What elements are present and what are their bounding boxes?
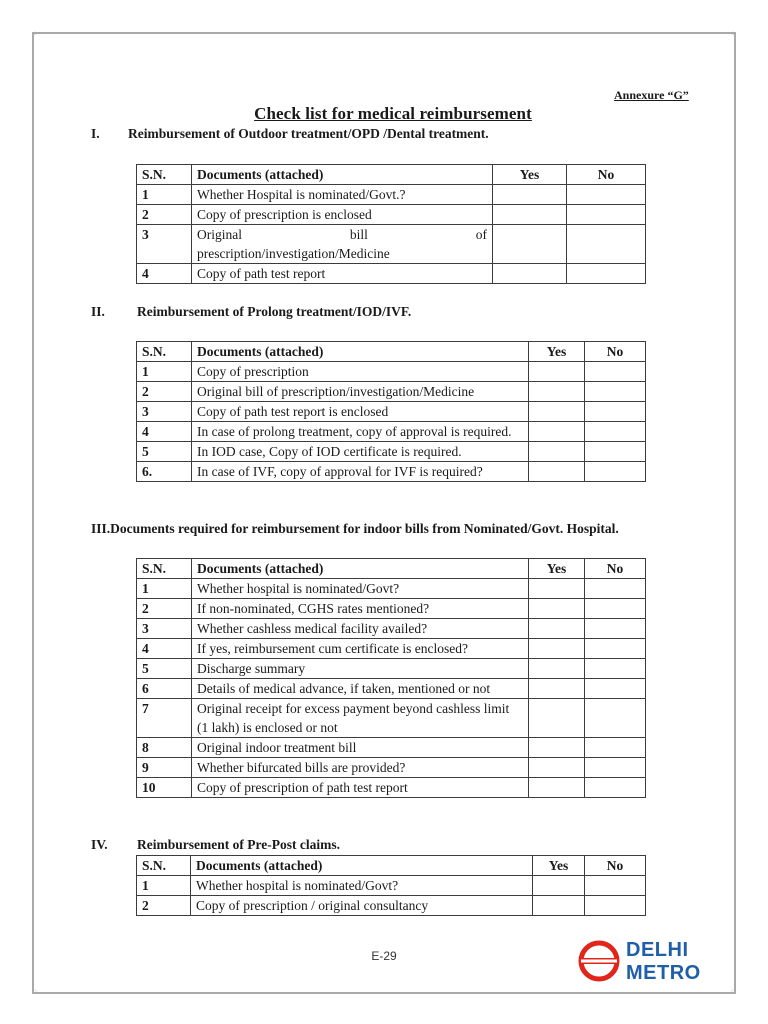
no-cell[interactable] (585, 659, 646, 679)
table-row (137, 639, 646, 659)
table-row (137, 599, 646, 619)
yes-cell[interactable] (529, 659, 585, 679)
no-cell[interactable] (585, 619, 646, 639)
yes-cell[interactable] (529, 402, 585, 422)
row-number: 3 (137, 402, 192, 422)
documents-header: Documents (attached) (191, 856, 533, 876)
table-row (137, 462, 646, 482)
yes-cell[interactable] (529, 758, 585, 778)
table-row (137, 402, 646, 422)
no-cell[interactable] (585, 738, 646, 758)
no-cell[interactable] (585, 778, 646, 798)
row-number: 1 (137, 876, 191, 896)
table-row (137, 264, 646, 284)
table-row (137, 778, 646, 798)
row-number: 1 (137, 579, 192, 599)
sn-header: S.N. (137, 559, 192, 579)
row-number: 1 (137, 362, 192, 382)
row-number: 8 (137, 738, 192, 758)
row-number: 3 (137, 619, 192, 639)
row-document: Copy of prescription (192, 362, 529, 382)
yes-cell[interactable] (529, 778, 585, 798)
no-cell[interactable] (585, 876, 646, 896)
corner-ornament: ◦ (32, 987, 38, 998)
row-number: 2 (137, 205, 192, 225)
row-number: 5 (137, 659, 192, 679)
row-number: 1 (137, 185, 192, 205)
row-document: Whether cashless medical facility availed? (192, 619, 529, 639)
section-number: III. (91, 521, 111, 536)
row-document: Copy of prescription is enclosed (192, 205, 493, 225)
no-cell[interactable] (585, 758, 646, 778)
row-number: 4 (137, 422, 192, 442)
row-number: 2 (137, 599, 192, 619)
checklist-table-3 (136, 558, 646, 798)
no-cell[interactable] (585, 639, 646, 659)
row-number: 2 (137, 896, 191, 916)
documents-header: Documents (attached) (192, 165, 493, 185)
row-document: Copy of path test report (192, 264, 493, 284)
table-row (137, 442, 646, 462)
section-heading-4 (91, 837, 340, 853)
table-row (137, 896, 646, 916)
row-document: Original indoor treatment bill (192, 738, 529, 758)
table-row (137, 579, 646, 599)
section-number: II. (91, 304, 105, 319)
yes-cell[interactable] (529, 679, 585, 699)
table-row (137, 659, 646, 679)
row-number: 4 (137, 639, 192, 659)
documents-header: Documents (attached) (192, 342, 529, 362)
logo-line-2: METRO (626, 962, 701, 984)
corner-ornament: ◦ (730, 987, 736, 998)
row-document: Copy of prescription of path test report (192, 778, 529, 798)
yes-cell[interactable] (529, 639, 585, 659)
no-cell[interactable] (585, 362, 646, 382)
yes-cell[interactable] (493, 185, 567, 205)
section-number: IV. (91, 837, 108, 852)
no-cell[interactable] (567, 264, 646, 284)
yes-cell[interactable] (529, 442, 585, 462)
row-document: In IOD case, Copy of IOD certificate is required. (192, 442, 529, 462)
no-cell[interactable] (585, 462, 646, 482)
yes-cell[interactable] (493, 225, 567, 264)
table-row (137, 619, 646, 639)
table-row (137, 758, 646, 778)
yes-header: Yes (533, 856, 585, 876)
no-cell[interactable] (585, 896, 646, 916)
section-title: Reimbursement of Prolong treatment/IOD/IVF. (137, 304, 412, 319)
no-cell[interactable] (585, 599, 646, 619)
row-number: 5 (137, 442, 192, 462)
corner-ornament: ◦ (730, 29, 736, 40)
section-title: Reimbursement of Pre-Post claims. (137, 837, 340, 852)
row-document: Original bill of prescription/investigation/Medicine (192, 382, 529, 402)
table-row (137, 225, 646, 264)
yes-cell[interactable] (529, 462, 585, 482)
row-document: Whether hospital is nominated/Govt? (191, 876, 533, 896)
table-row (137, 185, 646, 205)
no-header: No (585, 559, 646, 579)
table-row (137, 422, 646, 442)
delhi-metro-logo (566, 926, 728, 990)
row-document: Original receipt for excess payment beyond cashless limit (1 lakh) is enclosed or not (192, 699, 529, 738)
logo-wordmark (626, 940, 701, 983)
yes-cell[interactable] (529, 579, 585, 599)
table-row (137, 876, 646, 896)
row-document: Whether bifurcated bills are provided? (192, 758, 529, 778)
corner-ornament: ◦ (32, 29, 38, 40)
yes-cell[interactable] (529, 362, 585, 382)
no-cell[interactable] (585, 579, 646, 599)
table-header-row (137, 165, 646, 185)
row-document: If non-nominated, CGHS rates mentioned? (192, 599, 529, 619)
table-row (137, 699, 646, 738)
yes-cell[interactable] (493, 205, 567, 225)
yes-cell[interactable] (529, 382, 585, 402)
no-cell[interactable] (585, 699, 646, 738)
section-heading-2 (91, 304, 411, 320)
table-row (137, 679, 646, 699)
section-heading-1 (91, 126, 489, 142)
row-document: Whether hospital is nominated/Govt? (192, 579, 529, 599)
yes-cell[interactable] (529, 738, 585, 758)
no-cell[interactable] (585, 382, 646, 402)
row-document: Copy of prescription / original consultancy (191, 896, 533, 916)
checklist-table-1 (136, 164, 646, 284)
metro-logo-icon (578, 940, 620, 982)
sn-header: S.N. (137, 856, 191, 876)
yes-cell[interactable] (529, 619, 585, 639)
logo-line-1: DELHI (626, 939, 689, 961)
no-cell[interactable] (567, 225, 646, 264)
row-document-line: Original bill of (197, 227, 487, 242)
no-cell[interactable] (585, 679, 646, 699)
no-header: No (585, 342, 646, 362)
row-document: Discharge summary (192, 659, 529, 679)
no-cell[interactable] (567, 185, 646, 205)
yes-header: Yes (529, 559, 585, 579)
yes-cell[interactable] (529, 699, 585, 738)
row-number: 2 (137, 382, 192, 402)
section-title: Reimbursement of Outdoor treatment/OPD /Dental treatment. (128, 126, 489, 141)
no-header: No (567, 165, 646, 185)
no-header: No (585, 856, 646, 876)
sn-header: S.N. (137, 165, 192, 185)
yes-cell[interactable] (533, 896, 585, 916)
table-row (137, 362, 646, 382)
table-row (137, 205, 646, 225)
checklist-table-2 (136, 341, 646, 482)
row-number: 6. (137, 462, 192, 482)
yes-cell[interactable] (529, 422, 585, 442)
row-document: Whether Hospital is nominated/Govt.? (192, 185, 493, 205)
table-row (137, 382, 646, 402)
annexure-label: Annexure “G” (614, 88, 689, 102)
page-number: E-29 (371, 949, 397, 963)
no-cell[interactable] (585, 402, 646, 422)
checklist-table-4 (136, 855, 646, 916)
no-cell[interactable] (567, 205, 646, 225)
table-header-row (137, 342, 646, 362)
yes-cell[interactable] (493, 264, 567, 284)
row-number: 6 (137, 679, 192, 699)
row-number: 9 (137, 758, 192, 778)
section-title: Documents required for reimbursement for indoor bills from Nominated/Govt. Hospital. (110, 521, 619, 536)
row-document-line: prescription/investigation/Medicine (197, 246, 390, 261)
sn-header: S.N. (137, 342, 192, 362)
row-document: Details of medical advance, if taken, mentioned or not (192, 679, 529, 699)
row-number: 3 (137, 225, 192, 264)
table-header-row (137, 559, 646, 579)
no-cell[interactable] (585, 442, 646, 462)
section-number: I. (91, 126, 100, 141)
section-heading-3 (91, 521, 619, 537)
row-number: 10 (137, 778, 192, 798)
table-row (137, 738, 646, 758)
yes-header: Yes (493, 165, 567, 185)
yes-header: Yes (529, 342, 585, 362)
yes-cell[interactable] (529, 599, 585, 619)
yes-cell[interactable] (533, 876, 585, 896)
table-header-row (137, 856, 646, 876)
row-document: If yes, reimbursement cum certificate is enclosed? (192, 639, 529, 659)
no-cell[interactable] (585, 422, 646, 442)
row-number: 4 (137, 264, 192, 284)
row-document: In case of prolong treatment, copy of approval is required. (192, 422, 529, 442)
row-number: 7 (137, 699, 192, 738)
row-document (192, 225, 493, 264)
row-document: Copy of path test report is enclosed (192, 402, 529, 422)
page-title: Check list for medical reimbursement (254, 104, 532, 123)
documents-header: Documents (attached) (192, 559, 529, 579)
row-document: In case of IVF, copy of approval for IVF is required? (192, 462, 529, 482)
